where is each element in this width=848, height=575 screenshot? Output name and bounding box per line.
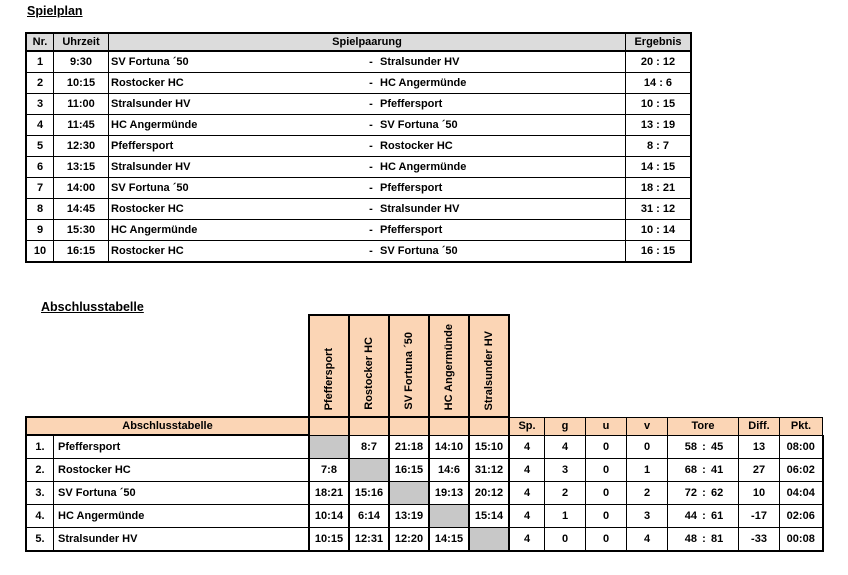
match-number: 7 [26,178,54,199]
spielplan-title: Spielplan [27,4,83,18]
header-g: g [545,417,586,435]
match-time: 14:00 [54,178,109,199]
points: 06:02 [780,459,823,482]
table-row [26,157,691,178]
wins: 2 [545,482,586,505]
match-time: 10:15 [54,73,109,94]
result-cell: 16:15 [389,459,429,482]
table-row [26,505,823,528]
team-column-label: SV Fortuna ´50 [403,332,415,410]
team-column-label: Stralsunder HV [483,330,495,410]
losses: 2 [627,482,668,505]
header-u: u [586,417,627,435]
goal-difference: 27 [739,459,780,482]
rank: 4. [26,505,54,528]
result-cell: 15:14 [469,505,509,528]
result-cell: 15:10 [469,435,509,459]
points: 00:08 [780,528,823,552]
match-time: 11:45 [54,115,109,136]
team-name: Pfeffersport [54,435,310,459]
match-number: 10 [26,241,54,263]
vs-dash: - [366,178,376,199]
goal-difference: 10 [739,482,780,505]
rank: 5. [26,528,54,552]
diagonal-cell [389,482,429,505]
match-time: 9:30 [54,51,109,73]
draws: 0 [586,482,627,505]
table-row [26,136,691,157]
home-team: Rostocker HC [109,241,367,263]
team-column-header-cell [469,417,509,435]
header-pkt: Pkt. [780,417,823,435]
spielplan-table [25,32,692,263]
away-team: HC Angermünde [376,157,626,178]
vs-dash: - [366,73,376,94]
home-team: Pfeffersport [109,136,367,157]
header-uhrzeit: Uhrzeit [54,33,109,51]
match-number: 1 [26,51,54,73]
result-cell: 18:21 [309,482,349,505]
away-team: HC Angermünde [376,73,626,94]
home-team: SV Fortuna ´50 [111,56,189,68]
goals-colon: : [702,533,706,545]
team-column-label: HC Angermünde [443,323,455,410]
match-result: 14 : 15 [626,157,692,178]
games-played: 4 [509,482,545,505]
goals-for: 58 [684,440,697,453]
result-cell: 10:14 [309,505,349,528]
result-cell: 14:6 [429,459,469,482]
vs-dash: - [366,241,376,263]
away-team: SV Fortuna ´50 [376,241,626,263]
team-name: Stralsunder HV [54,528,310,552]
goals-for: 44 [684,510,697,522]
result-cell: 13:19 [389,505,429,528]
home-team: HC Angermünde [109,115,367,136]
result-cell: 15:16 [349,482,389,505]
goals [668,459,739,482]
abschlusstabelle-title: Abschlusstabelle [41,300,144,314]
goals-colon: : [702,510,706,522]
table-row [26,51,691,73]
goals-against: 41 [711,464,724,476]
goals-against: 62 [711,487,724,499]
home-team: SV Fortuna ´50 [109,178,367,199]
draws: 0 [586,459,627,482]
table-row [26,459,823,482]
result-cell: 14:10 [429,435,469,459]
match-number: 3 [26,94,54,115]
table-row [26,482,823,505]
header-spacer [26,315,309,417]
vs-dash: - [366,199,376,220]
losses: 1 [627,459,668,482]
table-row [26,241,691,263]
match-result: 10 : 15 [626,94,692,115]
diagonal-cell [469,528,509,552]
vertical-header-row [26,315,823,417]
team-column-header-cell [309,417,349,435]
match-number: 2 [26,73,54,94]
table-row [26,73,691,94]
goals-for: 48 [684,533,697,545]
match-number: 8 [26,199,54,220]
diagonal-cell [429,505,469,528]
wins: 4 [545,435,586,459]
header-diff: Diff. [739,417,780,435]
rank: 2. [26,459,54,482]
result-cell: 19:13 [429,482,469,505]
losses: 4 [627,528,668,552]
home-team: Stralsunder HV [109,157,367,178]
result-cell: 6:14 [349,505,389,528]
header-v: v [627,417,668,435]
team-name: HC Angermünde [54,505,310,528]
goal-difference: 13 [739,435,780,459]
header-sp: Sp. [509,417,545,435]
table-row [26,178,691,199]
match-result: 31 : 12 [626,199,692,220]
vs-dash: - [366,136,376,157]
team-column-header [389,315,429,417]
home-team: Stralsunder HV [109,94,367,115]
result-cell: 8:7 [349,435,389,459]
match-number: 5 [26,136,54,157]
table-row [26,199,691,220]
match-number: 6 [26,157,54,178]
match-number: 9 [26,220,54,241]
result-cell: 12:20 [389,528,429,552]
team-column-label: Rostocker HC [363,337,375,410]
team-column-header-cell [429,417,469,435]
team-column-header [429,315,469,417]
match-result: 14 : 6 [626,73,692,94]
goals-against: 81 [711,533,724,545]
home-team: HC Angermünde [109,220,367,241]
goals-colon: : [702,464,706,476]
away-team: Pfeffersport [376,94,626,115]
result-cell: 31:12 [469,459,509,482]
goals-against: 61 [711,510,724,522]
diagonal-cell [309,435,349,459]
match-result: 18 : 21 [626,178,692,199]
goal-difference: -33 [739,528,780,552]
games-played: 4 [509,435,545,459]
goals-colon: : [702,487,706,499]
team-column-header [349,315,389,417]
home-team: Rostocker HC [109,73,367,94]
draws: 0 [586,505,627,528]
stats-header-row [26,417,823,435]
away-team: Pfeffersport [376,220,626,241]
away-team: Stralsunder HV [376,199,626,220]
match-time: 14:45 [54,199,109,220]
points: 04:04 [780,482,823,505]
match-result: 16 : 15 [626,241,692,263]
abschlusstabelle-table [25,314,824,552]
match-time: 15:30 [54,220,109,241]
goals [668,435,739,459]
match-time: 12:30 [54,136,109,157]
away-team: SV Fortuna ´50 [376,115,626,136]
wins: 3 [545,459,586,482]
match-result: 13 : 19 [626,115,692,136]
away-team: Rostocker HC [376,136,626,157]
team-name: SV Fortuna ´50 [54,482,310,505]
header-tore: Tore [668,417,739,435]
goals-colon: : [702,440,706,453]
spielplan-body [26,51,691,262]
wins: 1 [545,505,586,528]
losses: 0 [627,435,668,459]
away-team: Stralsunder HV [376,51,626,73]
vs-dash: - [369,56,373,68]
match-time: 11:00 [54,94,109,115]
match-time: 13:15 [54,157,109,178]
team-column-label: Pfeffersport [323,347,335,410]
games-played: 4 [509,505,545,528]
team-name: Rostocker HC [54,459,310,482]
result-cell: 21:18 [389,435,429,459]
draws: 0 [586,528,627,552]
team-column-header-cell [349,417,389,435]
header-ergebnis: Ergebnis [626,33,692,51]
games-played: 4 [509,459,545,482]
diagonal-cell [349,459,389,482]
points: 08:00 [780,435,823,459]
draws: 0 [586,435,627,459]
table-row [26,94,691,115]
result-cell: 7:8 [309,459,349,482]
vs-dash: - [366,94,376,115]
goals-against: 45 [711,440,724,453]
match-number: 4 [26,115,54,136]
spielplan-header-row [26,33,691,51]
header-nr: Nr. [26,33,54,51]
header-spielpaarung: Spielpaarung [109,33,626,51]
home-team: Rostocker HC [109,199,367,220]
away-team: Pfeffersport [376,178,626,199]
team-column-header [309,315,349,417]
match-result: 20 : 12 [626,51,692,73]
table-header-label: Abschlusstabelle [26,417,309,435]
points: 02:06 [780,505,823,528]
losses: 3 [627,505,668,528]
match-result: 8 : 7 [626,136,692,157]
table-row [26,220,691,241]
goals-for: 72 [684,487,697,499]
vs-dash: - [366,220,376,241]
result-cell: 12:31 [349,528,389,552]
match-result: 10 : 14 [626,220,692,241]
table-row [26,528,823,552]
goals [668,505,739,528]
games-played: 4 [509,528,545,552]
team-column-header-cell [389,417,429,435]
goals-for: 68 [684,464,697,476]
table-row [26,115,691,136]
table-row [26,435,823,459]
vs-dash: - [366,115,376,136]
vs-dash: - [366,157,376,178]
goals [668,528,739,552]
rank: 3. [26,482,54,505]
result-cell: 20:12 [469,482,509,505]
rank: 1. [26,435,54,459]
header-spacer [509,315,823,417]
goal-difference: -17 [739,505,780,528]
team-column-header [469,315,509,417]
match-time: 16:15 [54,241,109,263]
goals [668,482,739,505]
result-cell: 14:15 [429,528,469,552]
wins: 0 [545,528,586,552]
result-cell: 10:15 [309,528,349,552]
